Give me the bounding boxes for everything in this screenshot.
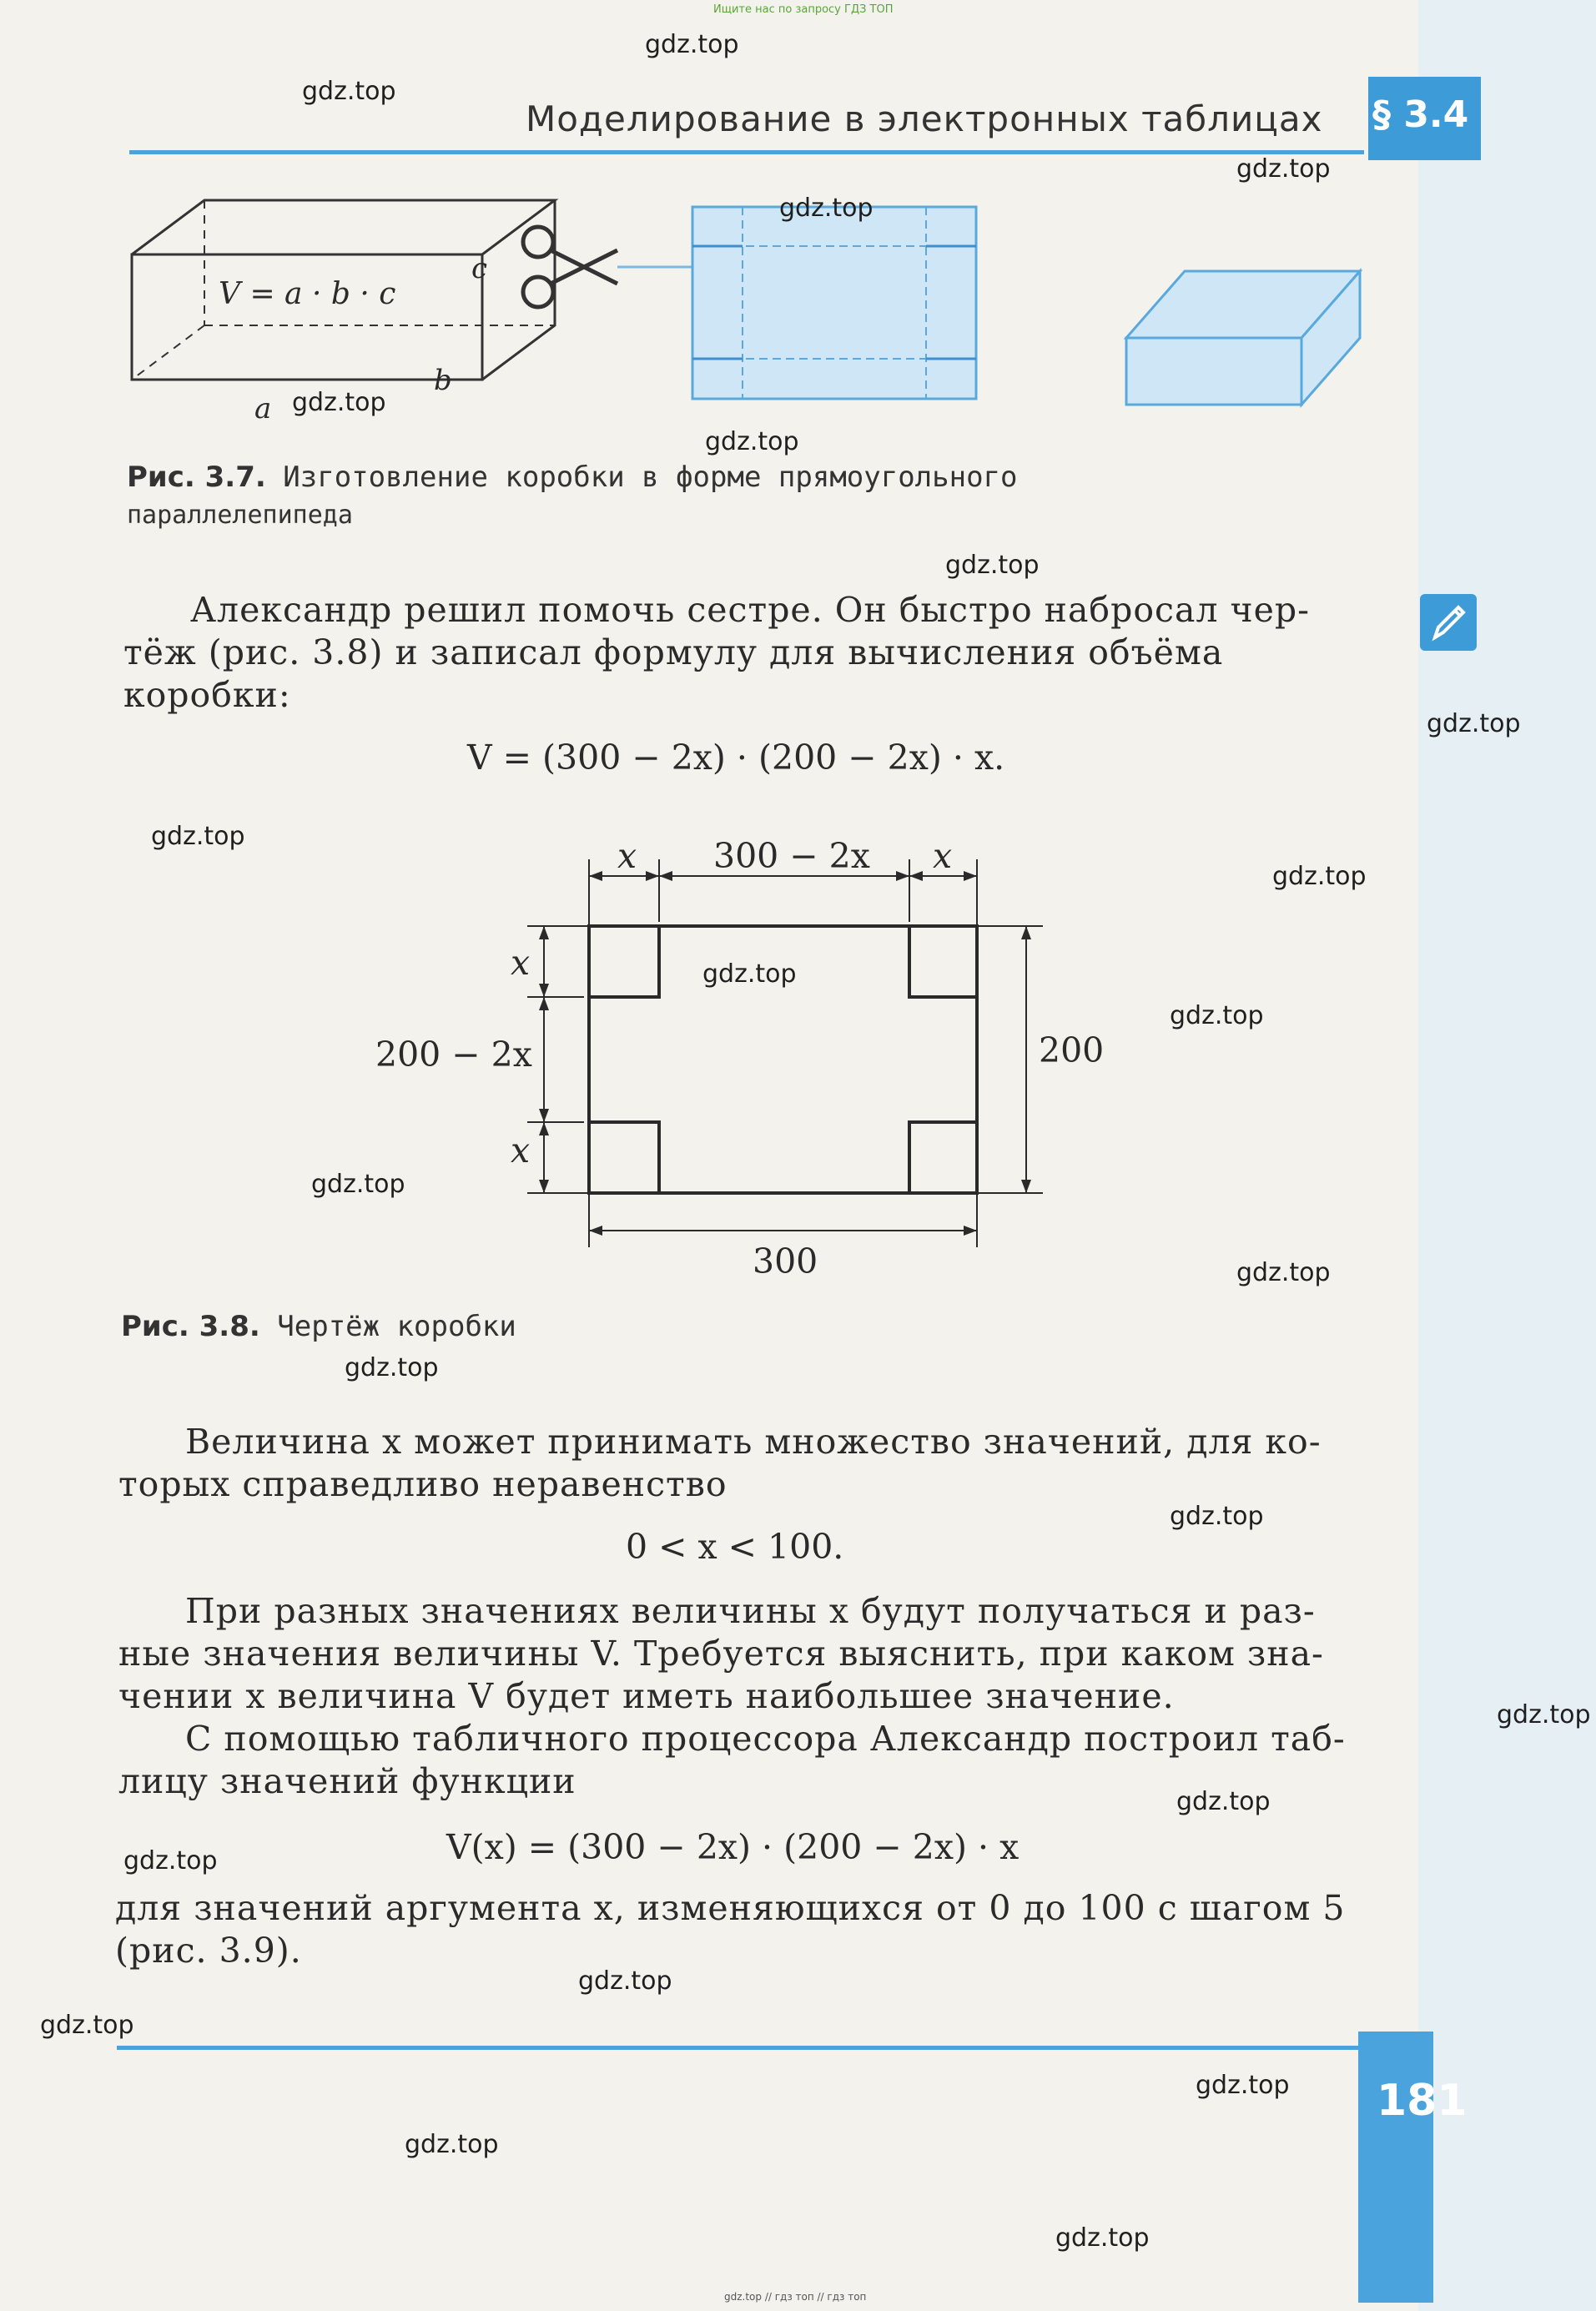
fig37-formula: V = a · b · c	[219, 277, 396, 311]
formula-2: 0 < x < 100.	[626, 1527, 844, 1567]
watermark: gdz.top	[1236, 1258, 1331, 1287]
para2-line2: торых справедливо неравенство	[118, 1464, 728, 1504]
watermark: gdz.top	[311, 1170, 405, 1199]
watermark: gdz.top	[1497, 1700, 1591, 1729]
watermark: gdz.top	[1272, 862, 1367, 891]
fig38-label-x-left-top: x	[511, 943, 531, 983]
page-margin-strip	[1418, 0, 1596, 2311]
watermark: gdz.top	[292, 388, 386, 417]
para3-line1: При разных значениях величины x будут получаться и раз-	[185, 1591, 1316, 1631]
top-note: Ищите нас по запросу ГДЗ ТОП	[713, 3, 894, 16]
pencil-glyph	[1420, 594, 1477, 651]
scissors-icon	[523, 227, 617, 307]
watermark: gdz.top	[345, 1353, 439, 1382]
watermark: gdz.top	[1196, 2071, 1290, 2100]
bottom-note: gdz.top // гдз топ // гдз топ	[724, 2291, 867, 2303]
fig38-label-bottom: 300	[753, 1241, 818, 1281]
formula-1: V = (300 − 2x) · (200 − 2x) · x.	[467, 738, 1005, 778]
formula-3: V(x) = (300 − 2x) · (200 − 2x) · x	[446, 1827, 1020, 1867]
fig38-label-right: 200	[1039, 1030, 1105, 1070]
fig37-label-b: b	[434, 364, 452, 397]
footer-divider	[117, 2046, 1360, 2050]
fig37-caption-num: Рис. 3.7.	[127, 461, 266, 494]
fig38-label-x-top-right: x	[933, 836, 953, 876]
fig38-caption-text: Чертёж коробки	[277, 1310, 516, 1343]
header-divider	[129, 150, 1364, 154]
fig37-caption-text-1: Изготовление коробки в форме прямоугольного	[283, 461, 1018, 494]
watermark: gdz.top	[702, 959, 797, 989]
fig37-caption-line2: параллелепипеда	[127, 501, 353, 530]
fig38-caption-num: Рис. 3.8.	[121, 1310, 260, 1343]
watermark: gdz.top	[405, 2130, 499, 2159]
watermark: gdz.top	[578, 1966, 672, 1996]
page-number: 181	[1377, 2076, 1468, 2126]
para1-line1: Александр решил помочь сестре. Он быстро набросал чер-	[190, 590, 1310, 630]
watermark: gdz.top	[151, 822, 245, 851]
para4-line1: для значений аргумента x, изменяющихся от 0 до 100 с шагом 5	[115, 1888, 1346, 1928]
fig38-label-x-left-bottom: x	[511, 1130, 531, 1171]
paragraph-4	[115, 1887, 1360, 1972]
fig37-label-a: a	[254, 392, 272, 425]
fig37-caption	[127, 461, 1017, 494]
unfolded-sheet	[692, 207, 976, 399]
para3-line4: С помощью табличного процессора Александр построил таб-	[185, 1719, 1346, 1759]
watermark: gdz.top	[123, 1846, 218, 1875]
fig38-label-x-top-left: x	[617, 836, 637, 876]
fig38-caption	[121, 1310, 516, 1343]
fig37-label-c: c	[471, 252, 488, 285]
watermark: gdz.top	[1170, 1001, 1264, 1030]
watermark: gdz.top	[1176, 1787, 1271, 1816]
para2-line1: Величина x может принимать множество значений, для ко-	[185, 1422, 1322, 1462]
para3-line3: чении x величина V будет иметь наибольшее значение.	[118, 1676, 1175, 1716]
paragraph-3	[118, 1590, 1360, 1803]
page-number-tab	[1358, 2032, 1433, 2303]
para4-line2: (рис. 3.9).	[115, 1931, 302, 1971]
para1-line3: коробки:	[123, 675, 291, 715]
pencil-icon	[1420, 594, 1477, 651]
paragraph-2	[118, 1421, 1360, 1506]
watermark: gdz.top	[40, 2011, 134, 2040]
watermark: gdz.top	[1427, 709, 1521, 738]
watermark: gdz.top	[1236, 154, 1331, 184]
watermark: gdz.top	[1170, 1502, 1264, 1531]
para1-line2: тёж (рис. 3.8) и записал формулу для вычисления объёма	[123, 632, 1224, 672]
para3-line5: лицу значений функции	[118, 1761, 576, 1801]
watermark: gdz.top	[705, 427, 799, 456]
paragraph-1	[123, 589, 1360, 717]
watermark: gdz.top	[945, 551, 1040, 580]
watermark: gdz.top	[645, 30, 739, 59]
watermark: gdz.top	[779, 194, 874, 223]
watermark: gdz.top	[1055, 2223, 1150, 2253]
fig38-label-left-mid: 200 − 2x	[375, 1035, 532, 1075]
folded-box	[1126, 271, 1360, 405]
para3-line2: ные значения величины V. Требуется выяснить, при каком зна-	[118, 1634, 1324, 1674]
watermark: gdz.top	[302, 77, 396, 106]
chapter-title: Моделирование в электронных таблицах	[526, 98, 1323, 139]
section-label: § 3.4	[1372, 93, 1469, 136]
fig38-label-top-mid: 300 − 2x	[713, 836, 870, 876]
